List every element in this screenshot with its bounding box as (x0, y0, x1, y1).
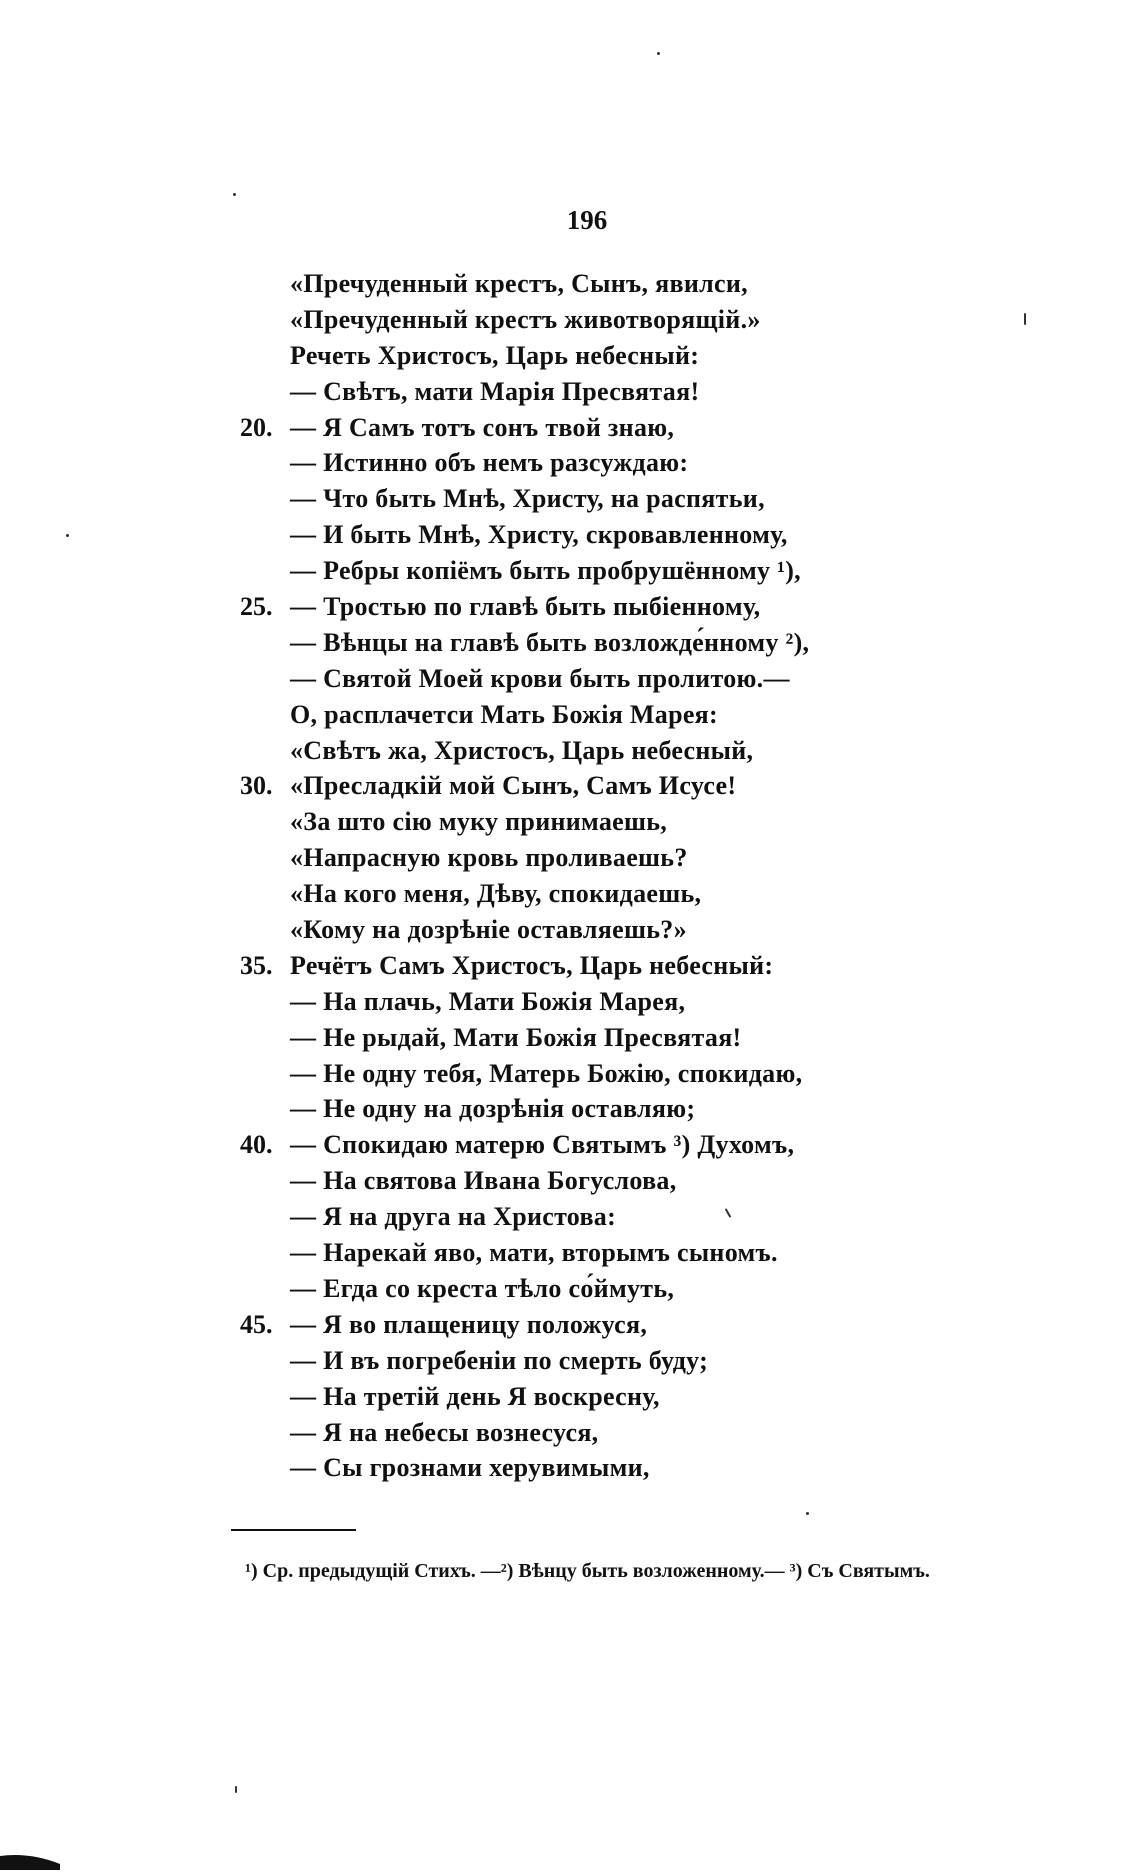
verse-line (0, 516, 1140, 552)
verse-line (0, 444, 1140, 480)
verse-number: 20. (240, 412, 273, 442)
page-number: 196 (566, 205, 608, 235)
verse-text: — Не одну тебя, Матерь Божію, спокидаю, (290, 1058, 803, 1088)
verse-text: — На третій день Я воскресну, (290, 1381, 660, 1411)
verse-number: 35. (240, 950, 273, 980)
verse-line (0, 1090, 1140, 1126)
verse-line (0, 1449, 1140, 1485)
verse-text: «Пресладкій мой Сынъ, Самъ Исусе! (290, 771, 737, 801)
verse-line (0, 1019, 1140, 1055)
verse-line (0, 1198, 1140, 1234)
verse-text: — Егда со креста тѣло со́ймуть, (290, 1273, 675, 1303)
scan-corner-mark (0, 1848, 70, 1870)
verse-line (0, 588, 1140, 624)
verse-text: — Не одну на дозрѣнія оставляю; (290, 1094, 696, 1124)
verse-line (0, 767, 1140, 803)
verse-text: — Святой Моей крови быть пролитою.— (290, 663, 790, 693)
verse-line (0, 1126, 1140, 1162)
scan-speck (233, 193, 236, 196)
verse-number: 30. (240, 771, 273, 801)
verse-text: «Пречуденный крестъ животворящій.» (290, 304, 761, 334)
verse-number: 25. (240, 592, 273, 622)
verse-text: — Тростью по главѣ быть пыбіенному, (290, 592, 761, 622)
verse-text: Речётъ Самъ Христосъ, Царь небесный: (290, 950, 774, 980)
verse-line (0, 1306, 1140, 1342)
scan-speck (1024, 313, 1026, 325)
verse-text: — Я на небесы вознесуся, (290, 1417, 599, 1447)
verse-text: «Пречуденный крестъ, Сынъ, явилси, (290, 269, 748, 298)
verse-line (0, 1270, 1140, 1306)
verse-line (0, 839, 1140, 875)
verse-line (0, 1234, 1140, 1270)
verse-text: Речеть Христосъ, Царь небесный: (290, 340, 700, 370)
verse-line (0, 1414, 1140, 1450)
verse-text: — Сы грознами херувимыми, (290, 1453, 650, 1483)
verse-text: — И быть Мнѣ, Христу, скровавленному, (290, 520, 788, 550)
verse-text: — Ребры копіёмъ быть пробрушённому ¹), (290, 556, 801, 586)
verse-text: — На святова Ивана Богуслова, (290, 1166, 677, 1196)
verse-text: — Я на друга на Христова: (290, 1202, 617, 1232)
verse-text: «За што сію муку принимаешь, (290, 807, 668, 837)
scan-speck (806, 1512, 809, 1515)
verse-text: — Нарекай яво, мати, вторымъ сыномъ. (290, 1238, 778, 1268)
verse-line (0, 301, 1140, 337)
scan-speck (657, 52, 660, 55)
verse-number: 45. (240, 1309, 273, 1339)
verse-text: — Я Самъ тотъ сонъ твой знаю, (290, 412, 675, 442)
verse-text: «На кого меня, Дѣву, спокидаешь, (290, 879, 702, 909)
verse-line (0, 1378, 1140, 1414)
verse-text: «Свѣтъ жа, Христосъ, Царь небесный, (290, 735, 754, 765)
verse-line (0, 265, 1140, 301)
verse-text: «Кому на дозрѣніе оставляешь?» (290, 915, 687, 945)
verse-line (0, 983, 1140, 1019)
verse-line (0, 1162, 1140, 1198)
verse-line (0, 911, 1140, 947)
verse-line (0, 696, 1140, 732)
verse-text: — Спокидаю матерю Святымъ ³) Духомъ, (290, 1130, 795, 1160)
verse-line (0, 624, 1140, 660)
verse-line (0, 803, 1140, 839)
verse-line (0, 409, 1140, 445)
verse-line (0, 660, 1140, 696)
verse-text: О, расплачетси Мать Божія Марея: (290, 699, 718, 729)
verse-text: — Я во плащеницу положуся, (290, 1309, 648, 1339)
verse-text: — Истинно объ немъ разсуждаю: (290, 448, 689, 478)
footnote-rule (231, 1529, 356, 1531)
scan-speck (235, 1786, 237, 1793)
verse-line (0, 337, 1140, 373)
verse-text: — Что быть Мнѣ, Христу, на распятьи, (290, 484, 765, 514)
verse-line (0, 875, 1140, 911)
footnote: ¹) Ср. предыдущій Стихъ. —²) Вѣнцу быть возложенному.— ³) Съ Святымъ. (245, 1560, 930, 1582)
verse-line (0, 732, 1140, 768)
verse-line (0, 1342, 1140, 1378)
verse-line (0, 373, 1140, 409)
verse-text: — Вѣнцы на главѣ быть возложде́нному ²), (290, 627, 810, 657)
verse-line (0, 947, 1140, 983)
verse-text: — И въ погребеніи по смерть буду; (290, 1345, 709, 1375)
verse-text: — Не рыдай, Мати Божія Пресвятая! (290, 1022, 742, 1052)
verse-text: «Напрасную кровь проливаешь? (290, 843, 688, 873)
verse-text: — На плачь, Мати Божія Марея, (290, 986, 686, 1016)
scan-speck (66, 534, 69, 537)
verse-text: — Свѣтъ, мати Марія Пресвятая! (290, 376, 700, 406)
verse-number: 40. (240, 1130, 273, 1160)
verse-block (0, 265, 1140, 1485)
verse-line (0, 1055, 1140, 1091)
verse-line (0, 480, 1140, 516)
verse-line (0, 552, 1140, 588)
